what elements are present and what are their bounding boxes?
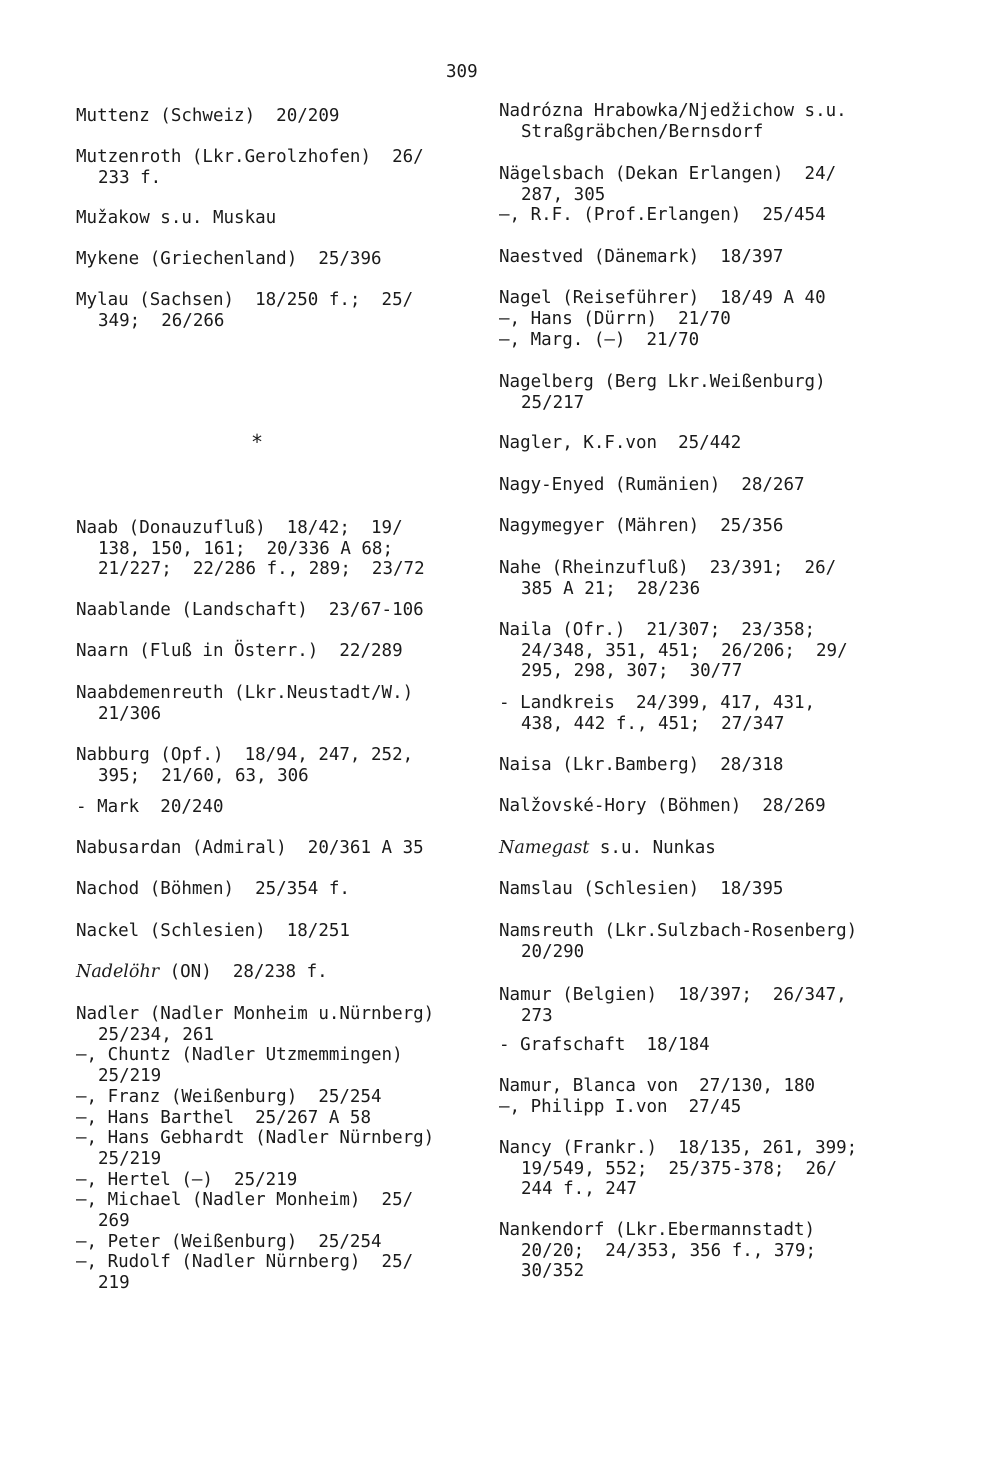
entry-headword-line: —, Marg. (—) 21/70 bbox=[499, 330, 700, 350]
entry-headword-line: Nabusardan (Admiral) 20/361 A 35 bbox=[76, 838, 424, 858]
entry-continuation-line: 244 f., 247 bbox=[521, 1179, 637, 1199]
entry-headword-line: Nabburg (Opf.) 18/94, 247, 252, bbox=[76, 745, 414, 765]
entry-headword-line: —, Chuntz (Nadler Utzmemmingen) bbox=[76, 1045, 403, 1065]
index-entry bbox=[76, 1170, 506, 1191]
entry-headword-line: Namslau (Schlesien) 18/395 bbox=[499, 879, 784, 899]
index-entry bbox=[76, 1252, 506, 1293]
index-entry bbox=[499, 101, 959, 142]
index-entry bbox=[76, 249, 506, 270]
entry-text: s.u. Nunkas bbox=[589, 838, 716, 858]
entry-headword-line: —, R.F. (Prof.Erlangen) 25/454 bbox=[499, 205, 826, 225]
index-entry bbox=[76, 1087, 506, 1108]
index-entry bbox=[499, 1097, 959, 1118]
entry-continuation-line: 295, 298, 307; 30/77 bbox=[521, 661, 743, 681]
index-entry bbox=[76, 600, 506, 621]
index-entry bbox=[76, 838, 506, 859]
index-entry bbox=[76, 879, 506, 900]
index-entry bbox=[76, 1004, 506, 1045]
entry-headword-line bbox=[499, 838, 959, 859]
entry-headword-line: —, Peter (Weißenburg) 25/254 bbox=[76, 1232, 382, 1252]
index-entry bbox=[76, 290, 506, 331]
entry-headword-line: Nadler (Nadler Monheim u.Nürnberg) bbox=[76, 1004, 435, 1024]
entry-headword-line: Nackel (Schlesien) 18/251 bbox=[76, 921, 350, 941]
entry-headword-line: —, Franz (Weißenburg) 25/254 bbox=[76, 1087, 382, 1107]
index-entry bbox=[499, 985, 959, 1026]
entry-headword-line: —, Rudolf (Nadler Nürnberg) 25/ bbox=[76, 1252, 414, 1272]
entry-continuation-line: 25/217 bbox=[521, 392, 585, 413]
index-entry bbox=[499, 1035, 959, 1056]
index-entry bbox=[499, 1138, 959, 1200]
entry-continuation-line: 21/306 bbox=[98, 703, 162, 724]
entry-headword-line: Namur, Blanca von 27/130, 180 bbox=[499, 1076, 816, 1096]
entry-continuation-line: 233 f. bbox=[98, 167, 162, 188]
index-entry bbox=[76, 921, 506, 942]
index-entry bbox=[76, 745, 506, 786]
index-entry bbox=[76, 147, 506, 188]
index-entry bbox=[499, 516, 959, 537]
index-entry bbox=[499, 309, 959, 330]
entry-continuation-line: 19/549, 552; 25/375-378; 26/ bbox=[521, 1158, 838, 1179]
entry-headword-line: Nankendorf (Lkr.Ebermannstadt) bbox=[499, 1220, 816, 1240]
entry-continuation-line: 269 bbox=[98, 1210, 130, 1231]
index-entry bbox=[499, 330, 959, 351]
index-entry bbox=[76, 683, 506, 724]
entry-headword-line: Naila (Ofr.) 21/307; 23/358; bbox=[499, 620, 816, 640]
index-entry bbox=[76, 1232, 506, 1253]
entry-headword-line: —, Hans Gebhardt (Nadler Nürnberg) bbox=[76, 1128, 435, 1148]
entry-headword-line: Muttenz (Schweiz) 20/209 bbox=[76, 106, 340, 126]
index-entry bbox=[76, 1128, 506, 1169]
index-entry bbox=[499, 433, 959, 454]
index-entry bbox=[76, 1045, 506, 1086]
index-entry bbox=[499, 475, 959, 496]
index-entry bbox=[499, 755, 959, 776]
entry-continuation-line: 25/219 bbox=[98, 1148, 162, 1169]
index-entry bbox=[499, 558, 959, 599]
entry-headword-line: Namur (Belgien) 18/397; 26/347, bbox=[499, 985, 847, 1005]
entry-headword-line bbox=[76, 962, 506, 983]
entry-headword-line: Nahe (Rheinzufluß) 23/391; 26/ bbox=[499, 558, 837, 578]
section-separator: * bbox=[251, 430, 264, 454]
entry-continuation-line: 21/227; 22/286 f., 289; 23/72 bbox=[98, 559, 425, 579]
index-entry bbox=[76, 208, 506, 229]
index-entry bbox=[76, 962, 506, 983]
entry-headword-line: Nadrózna Hrabowka/Njedžichow s.u. bbox=[499, 101, 847, 121]
index-entry bbox=[499, 247, 959, 268]
entry-continuation-line: 438, 442 f., 451; 27/347 bbox=[521, 713, 785, 734]
entry-continuation-line: 20/290 bbox=[521, 941, 585, 962]
entry-continuation-line: 20/20; 24/353, 356 f., 379; bbox=[521, 1240, 817, 1261]
index-entry bbox=[76, 106, 506, 127]
entry-continuation-line: 30/352 bbox=[521, 1261, 585, 1281]
entry-headword-line: Nachod (Böhmen) 25/354 f. bbox=[76, 879, 350, 899]
entry-headword-line: —, Hans (Dürrn) 21/70 bbox=[499, 309, 731, 329]
entry-headword-line: - Landkreis 24/399, 417, 431, bbox=[499, 693, 816, 713]
entry-continuation-line: 25/234, 261 bbox=[98, 1024, 214, 1045]
index-entry bbox=[499, 838, 959, 859]
index-entry bbox=[76, 1108, 506, 1129]
entry-continuation-line: 395; 21/60, 63, 306 bbox=[98, 765, 309, 786]
entry-continuation-line: 25/219 bbox=[98, 1065, 162, 1086]
index-entry bbox=[499, 921, 959, 962]
entry-headword-line: Mykene (Griechenland) 25/396 bbox=[76, 249, 382, 269]
entry-headword-line: Nancy (Frankr.) 18/135, 261, 399; bbox=[499, 1138, 858, 1158]
entry-headword-line: Nagel (Reiseführer) 18/49 A 40 bbox=[499, 288, 826, 308]
index-entry bbox=[499, 372, 959, 413]
index-entry bbox=[499, 796, 959, 817]
entry-continuation-line: 385 A 21; 28/236 bbox=[521, 578, 701, 599]
entry-headword-line: Mutzenroth (Lkr.Gerolzhofen) 26/ bbox=[76, 147, 424, 167]
entry-headword-line: Nagymegyer (Mähren) 25/356 bbox=[499, 516, 784, 536]
entry-headword-line: Naarn (Fluß in Österr.) 22/289 bbox=[76, 641, 403, 661]
entry-headword-line: Nalžovské-Hory (Böhmen) 28/269 bbox=[499, 796, 826, 816]
index-entry bbox=[76, 518, 506, 580]
index-entry bbox=[76, 797, 506, 818]
index-entry bbox=[499, 164, 959, 205]
page-number: 309 bbox=[446, 62, 478, 82]
entry-headword-line: Nagler, K.F.von 25/442 bbox=[499, 433, 742, 453]
index-entry bbox=[76, 641, 506, 662]
entry-headword-line: Naablande (Landschaft) 23/67-106 bbox=[76, 600, 424, 620]
entry-continuation-line: 349; 26/266 bbox=[98, 310, 225, 331]
entry-headword-line: Naab (Donauzufluß) 18/42; 19/ bbox=[76, 518, 403, 538]
entry-headword-line: - Mark 20/240 bbox=[76, 797, 224, 817]
entry-continuation-line: 219 bbox=[98, 1272, 130, 1293]
index-entry bbox=[499, 879, 959, 900]
entry-headword-line: —, Michael (Nadler Monheim) 25/ bbox=[76, 1190, 414, 1210]
entry-headword-line: Nagy-Enyed (Rumänien) 28/267 bbox=[499, 475, 805, 495]
index-entry bbox=[499, 1220, 959, 1282]
entry-headword-line: Mylau (Sachsen) 18/250 f.; 25/ bbox=[76, 290, 414, 310]
entry-continuation-line: 138, 150, 161; 20/336 A 68; bbox=[98, 538, 394, 559]
index-entry bbox=[499, 693, 959, 734]
entry-headword-line: Namsreuth (Lkr.Sulzbach-Rosenberg) bbox=[499, 921, 858, 941]
entry-headword-line: - Grafschaft 18/184 bbox=[499, 1035, 710, 1055]
entry-continuation-line: Straßgräbchen/Bernsdorf bbox=[521, 121, 764, 142]
italic-headword: Nadelöhr bbox=[76, 962, 160, 982]
entry-headword-line: Naisa (Lkr.Bamberg) 28/318 bbox=[499, 755, 784, 775]
entry-continuation-line: 273 bbox=[521, 1005, 553, 1026]
entry-headword-line: Nägelsbach (Dekan Erlangen) 24/ bbox=[499, 164, 837, 184]
entry-headword-line: Naestved (Dänemark) 18/397 bbox=[499, 247, 784, 267]
index-entry bbox=[499, 205, 959, 226]
entry-text: (ON) 28/238 f. bbox=[159, 962, 328, 982]
entry-headword-line: —, Hans Barthel 25/267 A 58 bbox=[76, 1108, 372, 1128]
entry-continuation-line: 287, 305 bbox=[521, 184, 606, 205]
entry-headword-line: —, Philipp I.von 27/45 bbox=[499, 1097, 742, 1117]
entry-headword-line: Nagelberg (Berg Lkr.Weißenburg) bbox=[499, 372, 826, 392]
entry-headword-line: Naabdemenreuth (Lkr.Neustadt/W.) bbox=[76, 683, 414, 703]
index-entry bbox=[499, 288, 959, 309]
index-entry bbox=[499, 620, 959, 682]
index-entry bbox=[499, 1076, 959, 1097]
entry-headword-line: —, Hertel (—) 25/219 bbox=[76, 1170, 298, 1190]
entry-headword-line: Mužakow s.u. Muskau bbox=[76, 208, 277, 228]
italic-headword: Namegast bbox=[499, 838, 590, 858]
entry-continuation-line: 24/348, 351, 451; 26/206; 29/ bbox=[521, 640, 848, 661]
index-entry bbox=[76, 1190, 506, 1231]
